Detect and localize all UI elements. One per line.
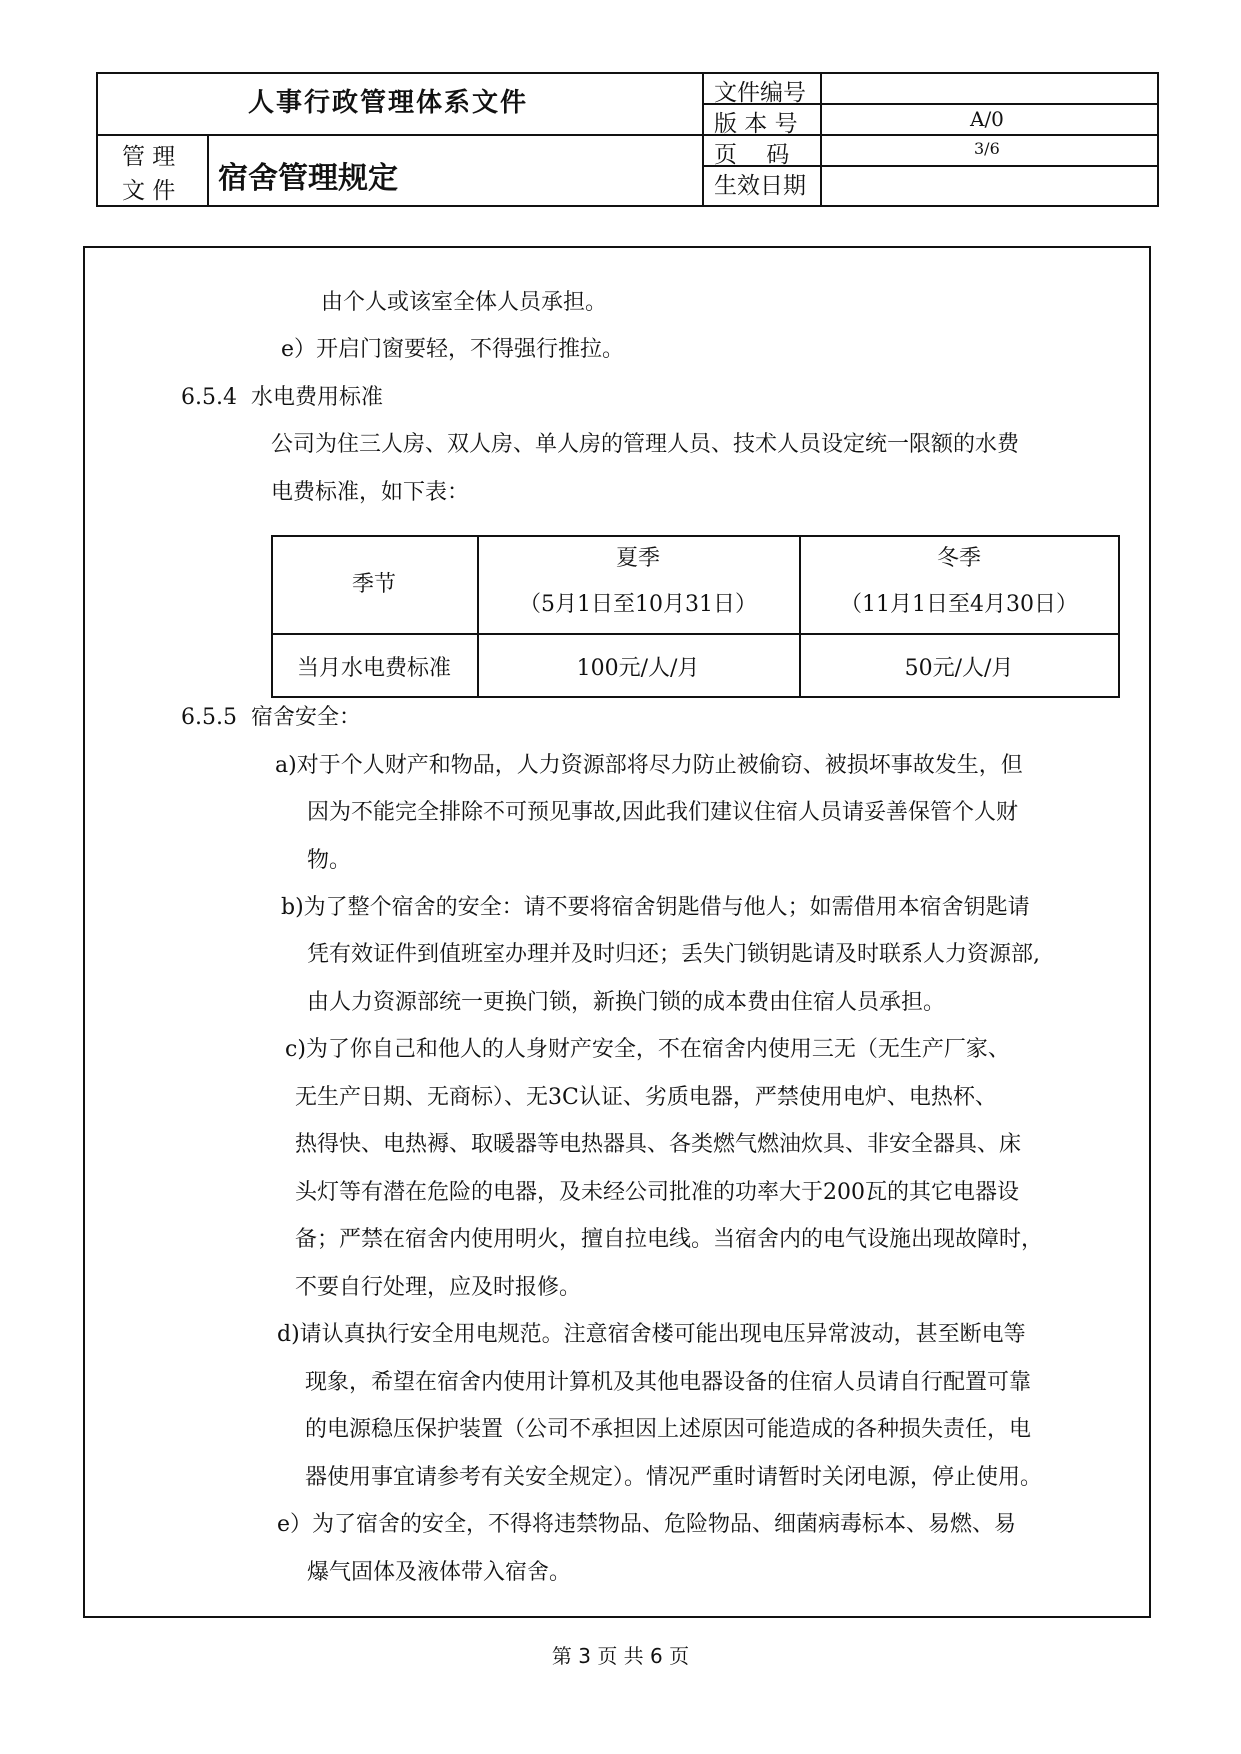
table-header-winter: 冬季	[936, 546, 981, 571]
body-line: 器使用事宜请参考有关安全规定）。情况严重时请暂时关闭电源，停止使用。	[305, 1465, 1043, 1490]
table-cell-winter-fee: 50元/人/月	[904, 656, 1014, 681]
body-line: e）开启门窗要轻，不得强行推拉。	[281, 337, 625, 362]
body-line: 物。	[307, 848, 352, 873]
body-line: a)对于个人财产和物品，人力资源部将尽力防止被偷窃、被损坏事故发生，但	[275, 753, 1023, 778]
body-line: 由个人或该室全体人员承担。	[321, 290, 608, 315]
table-header-summer-range: （5月1日至10月31日）	[519, 592, 757, 617]
table-cell-summer-fee: 100元/人/月	[576, 656, 700, 681]
body-line: 不要自行处理，应及时报修。	[295, 1275, 582, 1300]
body-line: 的电源稳压保护装置（公司不承担因上述原因可能造成的各种损失责任，电	[305, 1417, 1032, 1442]
body-line: 因为不能完全排除不可预见事故,因此我们建议住宿人员请妥善保管个人财	[307, 800, 1018, 825]
field-value-version: A/0	[970, 107, 1004, 131]
table-row-label: 当月水电费标准	[296, 656, 451, 681]
body-line: 公司为住三人房、双人房、单人房的管理人员、技术人员设定统一限额的水费	[271, 432, 1020, 457]
doc-type-line1: 管 理	[122, 144, 176, 170]
table-header-summer: 夏季	[615, 546, 660, 571]
doc-type-line2: 文 件	[122, 178, 176, 204]
document-name: 宿舍管理规定	[218, 161, 398, 196]
page-number: 第 3 页 共 6 页	[551, 1644, 690, 1668]
body-line: 凭有效证件到值班室办理并及时归还；丢失门锁钥匙请及时联系人力资源部,	[307, 942, 1040, 967]
body-line: c)为了你自己和他人的人身财产安全，不在宿舍内使用三无（无生产厂家、	[285, 1037, 1010, 1062]
field-value-page: 3/6	[974, 139, 1000, 158]
body-line: 头灯等有潜在危险的电器，及未经公司批准的功率大于200瓦的其它电器设	[295, 1180, 1019, 1205]
field-label-version: 版 本 号	[714, 111, 798, 137]
table-header-winter-range: （11月1日至4月30日）	[840, 592, 1078, 617]
body-line: b)为了整个宿舍的安全：请不要将宿舍钥匙借与他人；如需借用本宿舍钥匙请	[281, 895, 1030, 920]
table-header-season: 季节	[351, 572, 396, 597]
field-label-effective-date: 生效日期	[714, 173, 806, 199]
document-header	[96, 72, 1159, 207]
fee-standard-table	[271, 535, 1120, 698]
body-line: 无生产日期、无商标）、无3C认证、劣质电器，严禁使用电炉、电热杯、	[295, 1085, 997, 1110]
section-heading-6-5-5: 6.5.5 宿舍安全：	[181, 705, 361, 730]
body-line: 热得快、电热褥、取暖器等电热器具、各类燃气燃油炊具、非安全器具、床	[295, 1132, 1022, 1157]
section-heading-6-5-4: 6.5.4 水电费用标准	[181, 385, 383, 410]
body-line: e）为了宿舍的安全，不得将违禁物品、危险物品、细菌病毒标本、易燃、易	[277, 1512, 1017, 1537]
field-label-doc-number: 文件编号	[714, 80, 806, 106]
body-line: d)请认真执行安全用电规范。注意宿舍楼可能出现电压异常波动，甚至断电等	[277, 1322, 1026, 1347]
body-line: 备；严禁在宿舍内使用明火，擅自拉电线。当宿舍内的电气设施出现故障时，	[295, 1227, 1044, 1252]
body-line: 由人力资源部统一更换门锁，新换门锁的成本费由住宿人员承担。	[307, 990, 946, 1015]
document-body	[83, 246, 1151, 1618]
body-line: 爆气固体及液体带入宿舍。	[307, 1560, 572, 1585]
body-line: 现象，希望在宿舍内使用计算机及其他电器设备的住宿人员请自行配置可靠	[305, 1370, 1032, 1395]
body-line: 电费标准，如下表：	[271, 480, 470, 505]
field-label-page: 页 码	[714, 142, 790, 168]
system-title: 人事行政管理体系文件	[248, 88, 529, 118]
